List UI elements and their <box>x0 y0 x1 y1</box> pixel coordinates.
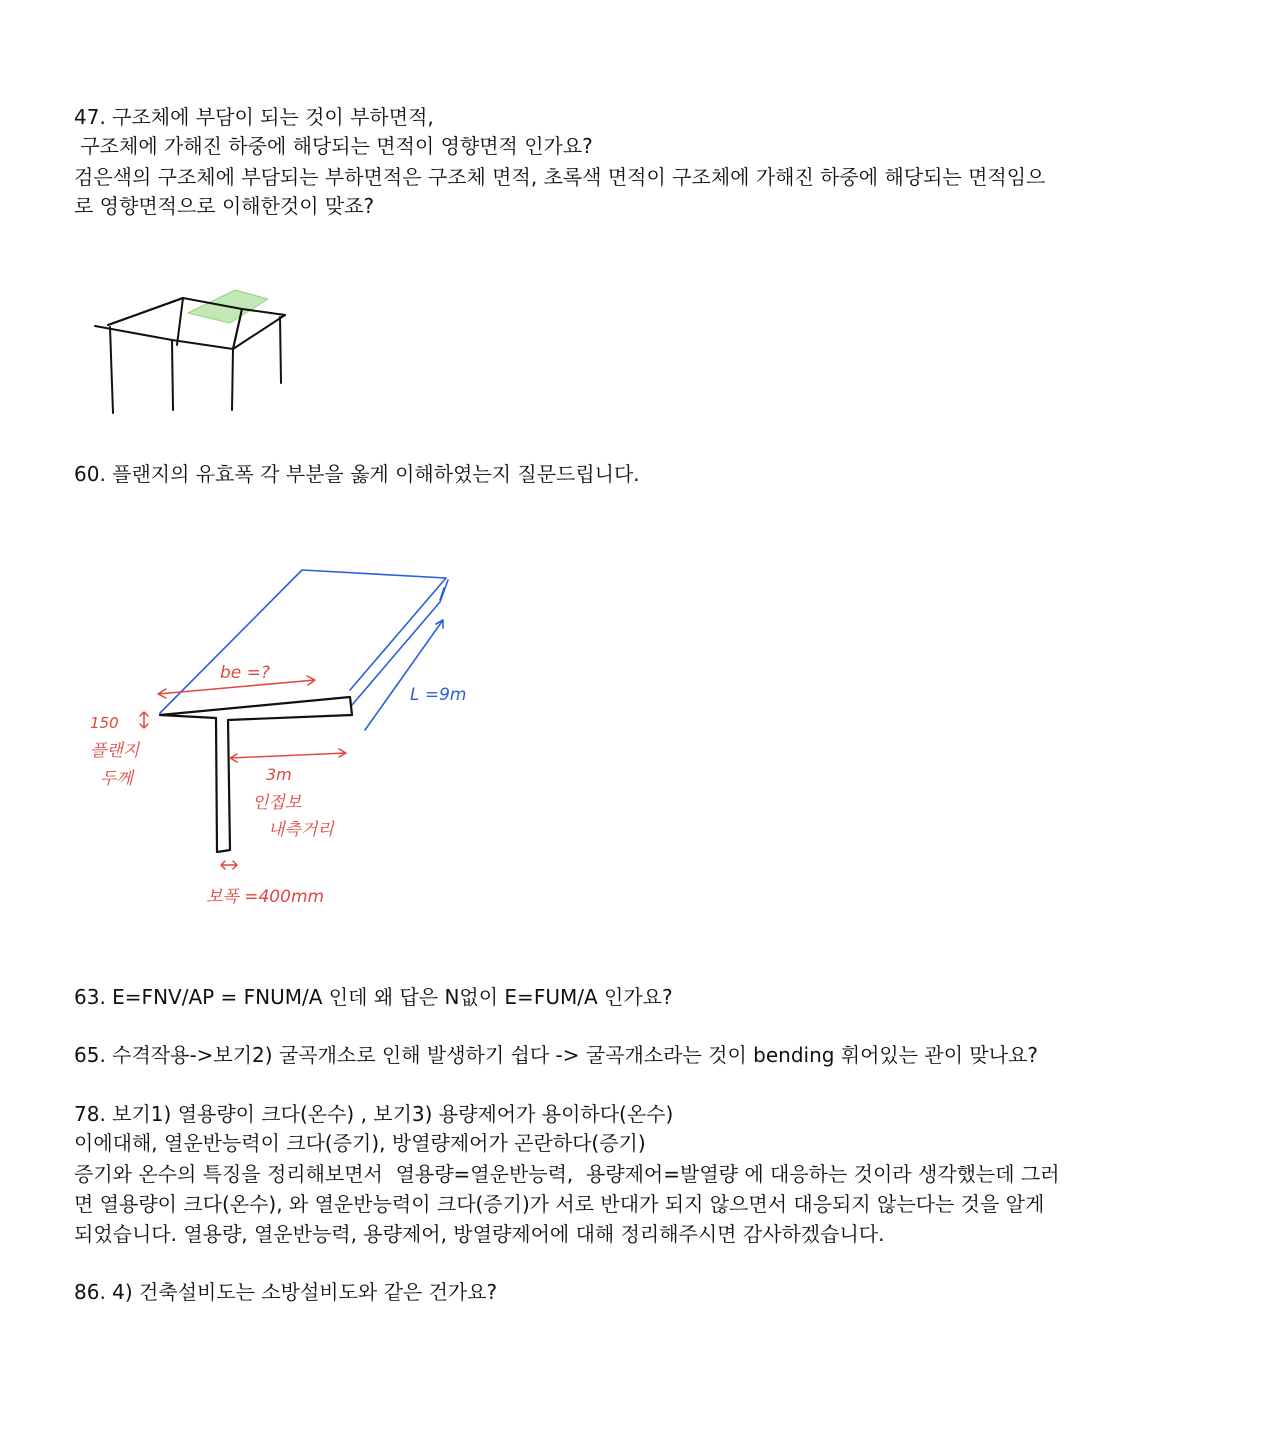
frame-beam-left <box>108 298 183 325</box>
q78-line-1: 78. 보기1) 열용량이 크다(온수) , 보기3) 용량제어가 용이하다(온수) <box>74 1102 674 1126</box>
t-beam-sketch <box>80 560 480 915</box>
frame-beam-front <box>95 326 233 349</box>
clear-distance-label-1: 인접보 <box>252 793 302 813</box>
q78-line-2: 이에대해, 열운반능력이 크다(증기), 방열량제어가 곤란하다(증기) <box>74 1131 646 1155</box>
q47-line-3: 검은색의 구조체에 부담되는 부하면적은 구조체 면적, 초록색 면적이 구조체에 가해진 하중에 해당되는 면적임으 <box>74 165 1046 189</box>
q78-line-5: 되었습니다. 열용량, 열운반능력, 용량제어, 방열량제어에 대해 정리해주시면 감사하겠습니다. <box>74 1222 885 1246</box>
frame-sketch <box>90 285 300 420</box>
beam-width-label: 보폭 =400mm <box>206 887 325 907</box>
span-length-label: L =9m <box>410 685 467 705</box>
q47-line-4: 로 영향면적으로 이해한것이 맞죠? <box>74 194 375 218</box>
q65-line-1: 65. 수격작용->보기2) 굴곡개소로 인해 발생하기 쉽다 -> 굴곡개소라는 것이 bending 휘어있는 관이 맞나요? <box>74 1043 1039 1067</box>
q47-line-2: 구조체에 가해진 하중에 해당되는 면적이 영향면적 인가요? <box>74 134 593 158</box>
flange-thickness-value: 150 <box>90 714 119 732</box>
q60-line-1: 60. 플랜지의 유효폭 각 부분을 옳게 이해하였는지 질문드립니다. <box>74 462 640 486</box>
q47-line-1: 47. 구조체에 부담이 되는 것이 부하면적, <box>74 105 434 129</box>
thickness-arrow <box>140 712 148 728</box>
frame-column-4 <box>280 317 281 383</box>
clear-distance-value: 3m <box>266 765 292 784</box>
slab-right-edge <box>350 578 446 690</box>
slab-back-edge <box>160 570 446 713</box>
beam-width-arrow <box>221 861 237 869</box>
frame-column-1 <box>110 327 113 413</box>
frame-column-3 <box>232 349 233 410</box>
flange-thickness-label-1: 플랜지 <box>90 741 140 761</box>
q78-line-4: 면 열용량이 크다(온수), 와 열운반능력이 크다(증기)가 서로 반대가 되지 않으면서 대응되지 않는다는 것을 알게 <box>74 1192 1045 1216</box>
clear-distance-label-2: 내측거리 <box>268 820 334 840</box>
flange-thickness-label-2: 두께 <box>100 769 133 789</box>
q78-line-3: 증기와 온수의 특징을 정리해보면서 열용량=열운반능력, 용량제어=발열량 에 대응하는 것이라 생각했는데 그러 <box>74 1162 1060 1186</box>
frame-beam-right <box>233 309 285 349</box>
be-label: be =? <box>220 663 270 683</box>
q63-line-1: 63. E=FNV/AP = FNUM/A 인데 왜 답은 N없이 E=FUM/A 인가요? <box>74 985 673 1009</box>
clear-distance-arrow <box>230 749 346 762</box>
frame-column-2 <box>172 340 173 410</box>
q86-line-1: 86. 4) 건축설비도는 소방설비도와 같은 건가요? <box>74 1280 498 1304</box>
